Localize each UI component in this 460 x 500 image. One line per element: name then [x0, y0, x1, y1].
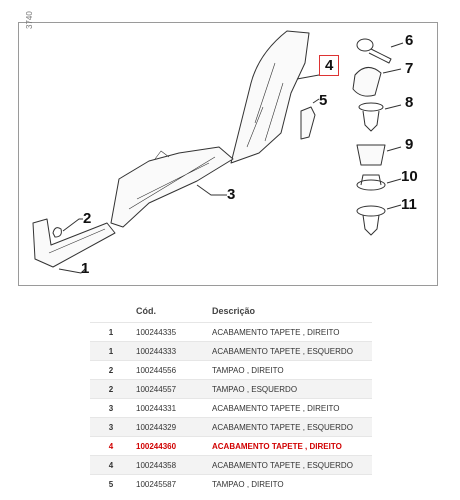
table-header-row [90, 302, 372, 323]
part-10-grommet [357, 175, 385, 190]
row-code: 100244358 [132, 456, 208, 475]
row-description: TAMPAO , ESQUERDO [208, 380, 372, 399]
leader-9 [387, 147, 401, 151]
row-code: 100244333 [132, 342, 208, 361]
part-1-kick-trim [33, 219, 115, 267]
part-5-cap [301, 107, 315, 139]
table-row[interactable] [90, 342, 372, 361]
callout-11: 11 [401, 196, 417, 213]
row-code: 100244329 [132, 418, 208, 437]
callout-5: 5 [319, 92, 328, 109]
row-description: ACABAMENTO TAPETE , DIREITO [208, 399, 372, 418]
row-description: TAMPAO , DIREITO [208, 361, 372, 380]
diagram-stamp: 3740 [25, 11, 34, 29]
part-9-nut-clip [357, 145, 385, 165]
part-4-pillar-trim [231, 31, 309, 163]
row-description: ACABAMENTO TAPETE , DIREITO [208, 323, 372, 342]
row-code: 100244557 [132, 380, 208, 399]
leader-3 [197, 185, 227, 195]
callout-3: 3 [227, 186, 236, 203]
leader-7 [383, 69, 401, 73]
callout-6: 6 [405, 32, 414, 49]
row-code: 100244360 [132, 437, 208, 456]
callout-1: 1 [81, 260, 90, 277]
table-row[interactable] [90, 399, 372, 418]
row-item: 5 [90, 475, 132, 494]
part-2-plug [53, 228, 61, 237]
part-11-rivet [357, 206, 385, 235]
row-description: ACABAMENTO TAPETE , DIREITO [208, 437, 372, 456]
table-row[interactable] [90, 361, 372, 380]
parts-diagram [18, 11, 438, 286]
table-row[interactable] [90, 475, 372, 494]
row-item: 1 [90, 323, 132, 342]
header-code: Cód. [136, 306, 156, 316]
row-code: 100244556 [132, 361, 208, 380]
table-row[interactable] [90, 418, 372, 437]
leader-6 [391, 43, 403, 47]
leader-4 [297, 75, 319, 79]
row-item: 2 [90, 380, 132, 399]
row-description: ACABAMENTO TAPETE , ESQUERDO [208, 342, 372, 361]
row-item: 2 [90, 361, 132, 380]
leader-11 [387, 205, 401, 209]
parts-table [90, 302, 372, 493]
callout-2: 2 [83, 210, 92, 227]
diagram-drawing [19, 23, 439, 287]
callout-7: 7 [405, 60, 414, 77]
row-item: 4 [90, 437, 132, 456]
callout-4-highlight: 4 [319, 55, 339, 76]
callout-8: 8 [405, 94, 414, 111]
row-code: 100244335 [132, 323, 208, 342]
leader-2 [63, 219, 83, 231]
row-item: 3 [90, 399, 132, 418]
part-8-push-pin [359, 103, 383, 131]
header-description: Descrição [212, 306, 256, 316]
row-code: 100245587 [132, 475, 208, 494]
callout-10: 10 [401, 168, 418, 185]
leader-10 [387, 179, 401, 183]
table-row-highlighted[interactable] [90, 437, 372, 456]
part-7-clip [353, 67, 381, 96]
header-item [90, 302, 132, 323]
row-item: 1 [90, 342, 132, 361]
row-item: 4 [90, 456, 132, 475]
row-code: 100244331 [132, 399, 208, 418]
table-row[interactable] [90, 380, 372, 399]
part-6-screw [357, 39, 391, 63]
row-item: 3 [90, 418, 132, 437]
callout-9: 9 [405, 136, 414, 153]
table-row[interactable] [90, 456, 372, 475]
leader-8 [385, 105, 401, 109]
part-3-sill-trim [111, 147, 236, 227]
row-description: ACABAMENTO TAPETE , ESQUERDO [208, 456, 372, 475]
table-row[interactable] [90, 323, 372, 342]
row-description: TAMPAO , DIREITO [208, 475, 372, 494]
row-description: ACABAMENTO TAPETE , ESQUERDO [208, 418, 372, 437]
